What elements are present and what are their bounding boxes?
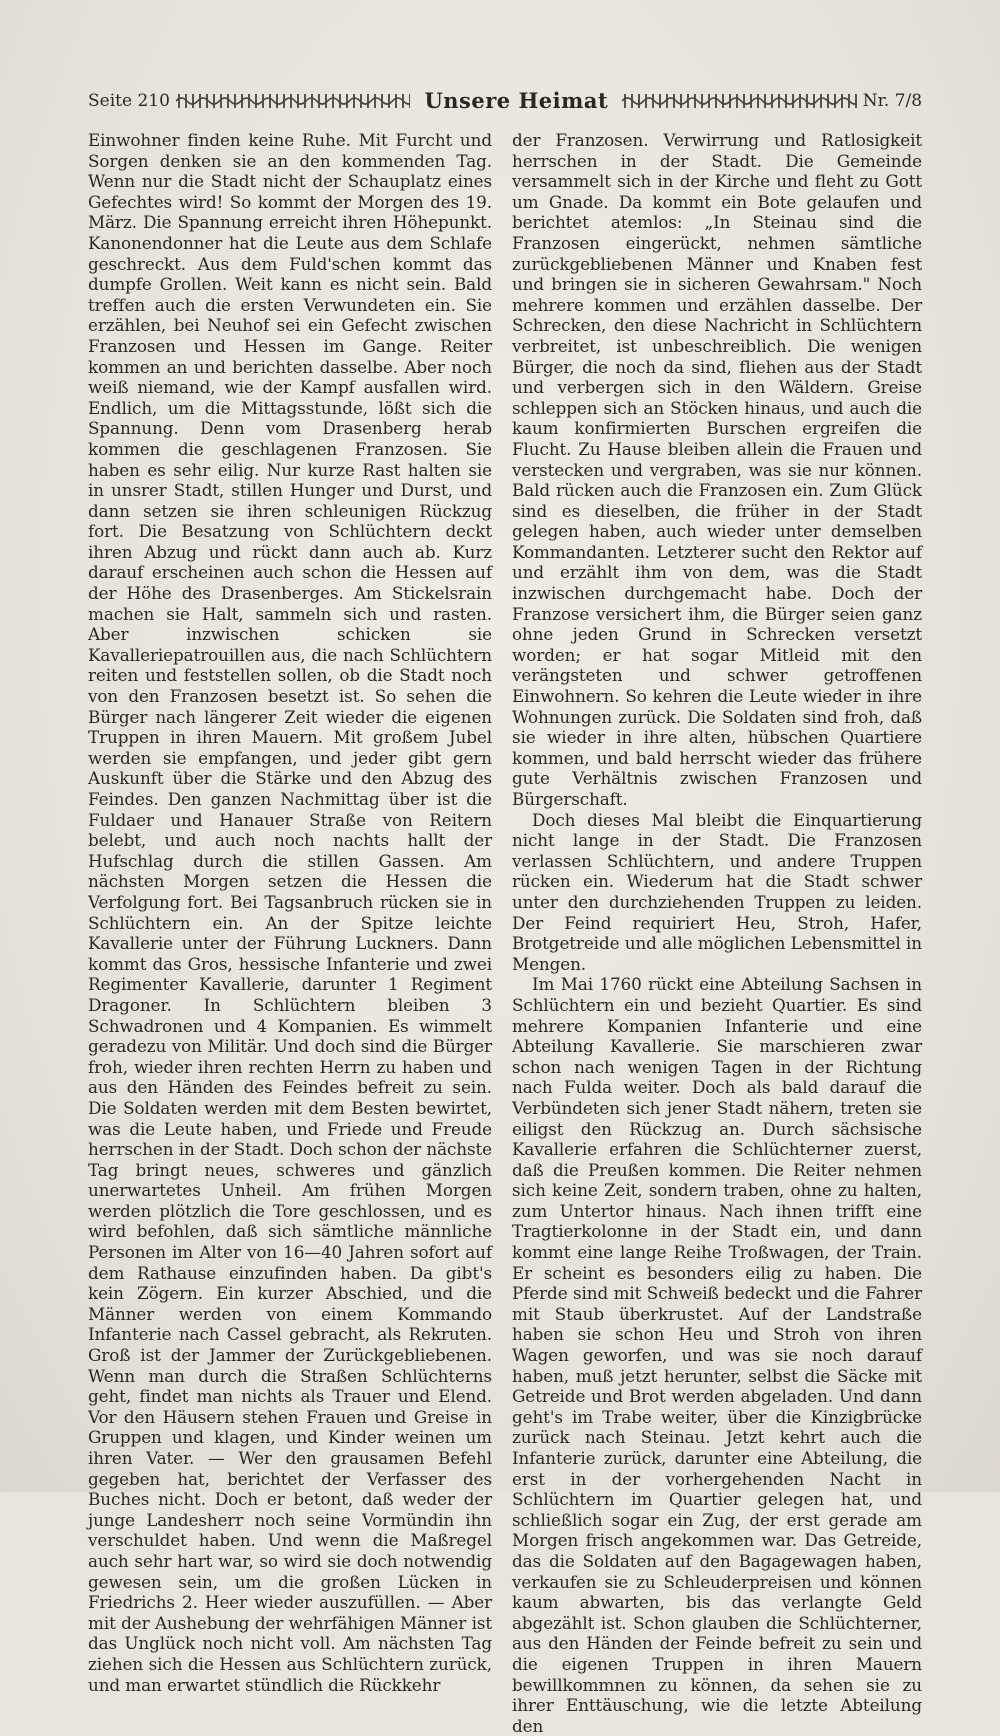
ornament-wave-icon — [176, 94, 411, 108]
text-column-left — [88, 130, 492, 1695]
ornament-wave-icon — [622, 94, 857, 108]
ornament-rule-left — [176, 94, 411, 108]
paragraph: Einwohner finden keine Ruhe. Mit Furcht und Sorgen denken sie an den kommenden Tag. Wenn nur die Stadt nicht der Schauplatz eines Gefechtes wird! So kommt der Morgen des 19. März. Die Spannung erreicht ihren Höhepunkt. Kanonendonner hat die Leute aus dem Schlafe geschreckt. Aus dem Fuld'schen kommt das dumpfe Grollen. Weit kann es nicht sein. Bald treffen auch die ersten Verwundeten ein. Sie erzählen, bei Neuhof sei ein Gefecht zwischen Franzosen und Hessen im Gange. Reiter kommen an und berichten dasselbe. Aber noch weiß niemand, wie der Kampf ausfallen wird. Endlich, um die Mittagsstunde, lößt sich die Spannung. Denn vom Drasenberg herab kommen die geschlagenen Franzosen. Sie haben es sehr eilig. Nur kurze Rast halten sie in unsrer Stadt, stillen Hunger und Durst, und dann setzen sie ihren schleunigen Rückzug fort. Die Besatzung von Schlüchtern deckt ihren Abzug und rückt dann auch ab. Kurz darauf erscheinen auch schon die Hessen auf der Höhe des Drasenberges. Am Stickelsrain machen sie Halt, sammeln sich und rasten. Aber inzwischen schicken sie Kavalleriepatrouillen aus, die nach Schlüchtern reiten und feststellen sollen, ob die Stadt noch von den Franzosen besetzt ist. So sehen die Bürger nach längerer Zeit wieder die eigenen Truppen in ihren Mauern. Mit großem Jubel werden sie empfangen, und jeder gibt gern Auskunft über die Stärke und den Abzug des Feindes. Den ganzen Nachmittag über ist die Fuldaer und Hanauer Straße von Reitern belebt, und auch noch nachts hallt der Hufschlag durch die stillen Gassen. Am nächsten Morgen setzen die Hessen die Verfolgung fort. Bei Tagsanbruch rücken sie in Schlüchtern ein. An der Spitze leichte Kavallerie unter der Führung Luckners. Dann kommt das Gros, hessische Infanterie und zwei Regimenter Kavallerie, darunter 1 Regiment Dragoner. In Schlüchtern bleiben 3 Schwadronen und 4 Kompanien. Es wimmelt geradezu von Militär. Und doch sind die Bürger froh, wieder ihren rechten Herrn zu haben und aus den Händen des Feindes befreit zu sein. Die Soldaten werden mit dem Besten bewirtet, was die Leute haben, und Friede und Freude herrschen in der Stadt. Doch schon der nächste Tag bringt neues, schweres und gänzlich unerwartetes Unheil. Am frühen Morgen werden plötzlich die Tore geschlossen, und es wird befohlen, daß sich sämtliche männliche Personen im Alter von 16—40 Jahren sofort auf dem Rathause einzufinden haben. Da gibt's kein Zögern. Ein kurzer Abschied, und die Männer werden von einem Kommando Infanterie nach Cassel gebracht, als Rekruten. Groß ist der Jammer der Zurückgebliebenen. Wenn man durch die Straßen Schlüchterns geht, findet man nichts als Trauer und Elend. Vor den Häusern stehen Frauen und Greise in Gruppen und klagen, und Kinder weinen um ihren Vater. — Wer den grausamen Befehl gegeben hat, berichtet der Verfasser des Buches nicht. Doch er betont, daß weder der junge Landesherr noch seine Vormündin ihn verschuldet haben. Und wenn die Maßregel auch sehr hart war, so wird sie doch notwendig gewesen sein, um die großen Lücken in Friedrichs 2. Heer wieder auszufüllen. — Aber mit der Aushebung der wehrfähigen Männer ist das Unglück noch nicht voll. Am nächsten Tag ziehen sich die Hessen aus Schlüchtern zurück, und man erwartet stündlich die Rückkehr — [88, 130, 492, 1695]
paragraph: der Franzosen. Verwirrung und Ratlosigkeit herrschen in der Stadt. Die Gemeinde versammelt sich in der Kirche und fleht zu Gott um Gnade. Da kommt ein Bote gelaufen und berichtet atemlos: „In Steinau sind die Franzosen eingerückt, nehmen sämtliche zurückgebliebenen Männer und Knaben fest und bringen sie in sicheren Gewahrsam." Noch mehrere kommen und erzählen dasselbe. Der Schrecken, den diese Nachricht in Schlüchtern verbreitet, ist unbeschreiblich. Die wenigen Bürger, die noch da sind, fliehen aus der Stadt und verbergen sich in den Wäldern. Greise schleppen sich an Stöcken hinaus, und auch die kaum konfirmierten Burschen ergreifen die Flucht. Zu Hause bleiben allein die Frauen und verstecken und vergraben, was sie nur können. Bald rücken auch die Franzosen ein. Zum Glück sind es dieselben, die früher in der Stadt gelegen haben, auch wieder unter demselben Kommandanten. Letzterer sucht den Rektor auf und erzählt ihm von dem, was die Stadt inzwischen durchgemacht habe. Doch der Franzose versichert ihm, die Bürger seien ganz ohne jeden Grund in Schrecken versetzt worden; er hat sogar Mitleid mit den verängsteten und schwer getroffenen Einwohnern. So kehren die Leute wieder in ihre Wohnungen zurück. Die Soldaten sind froh, daß sie wieder in ihre alten, hübschen Quartiere kommen, und bald herrscht wieder das frühere gute Verhältnis zwischen Franzosen und Bürgerschaft. — [512, 130, 922, 809]
issue-number: Nr. 7/8 — [862, 91, 923, 111]
ornament-rule-right — [622, 94, 857, 108]
paragraph: Doch dieses Mal bleibt die Einquartierung nicht lange in der Stadt. Die Franzosen verlassen Schlüchtern, und andere Truppen rücken ein. Wiederum hat die Stadt schwer unter den durchziehenden Truppen zu leiden. Der Feind requiriert Heu, Stroh, Hafer, Brotgetreide und alle möglichen Lebensmittel in Mengen. — [512, 809, 922, 974]
paragraph: Im Mai 1760 rückt eine Abteilung Sachsen in Schlüchtern ein und bezieht Quartier. Es sind mehrere Kompanien Infanterie und eine Abteilung Kavallerie. Sie marschieren zwar schon nach wenigen Tagen in der Richtung nach Fulda weiter. Doch als bald darauf die Verbündeten sich jener Stadt nähern, treten sie eiligst den Rückzug an. Durch sächsische Kavallerie erfahren die Schlüchterner zuerst, daß die Preußen kommen. Die Reiter nehmen sich keine Zeit, sondern traben, ohne zu halten, zum Untertor hinaus. Nach ihnen trifft eine Tragtierkolonne in der Stadt ein, und dann kommt eine lange Reihe Troßwagen, der Train. Er scheint es besonders eilig zu haben. Die Pferde sind mit Schweiß bedeckt und die Fahrer mit Staub überkrustet. Auf der Landstraße haben sie schon Heu und Stroh von ihren Wagen geworfen, und was sie noch darauf haben, muß jetzt herunter, selbst die Säcke mit Getreide und Brot werden abgeladen. Und dann geht's im Trabe weiter, über die Kinzigbrücke zurück nach Steinau. Jetzt kehrt auch die Infanterie zurück, darunter eine Abteilung, die erst in der vorhergehenden Nacht in Schlüchtern im Quartier gelegen hat, und schließlich sogar ein Zug, der erst gerade am Morgen frisch angekommen war. Das Getreide, das die Soldaten auf den Bagagewagen haben, verkaufen sie zu Schleuderpreisen und können kaum abwarten, bis das verlangte Geld abgezählt ist. Schon glauben die Schlüchterner, aus den Händen der Feinde befreit zu sein und die eigenen Truppen in ihren Mauern bewillkommnen zu können, da sehen sie zu ihrer Enttäuschung, wie die letzte Abteilung den — [512, 974, 922, 1736]
running-header — [88, 88, 922, 114]
journal-title: Unsere Heimat — [424, 88, 609, 113]
page-number: Seite 210 — [88, 91, 170, 111]
text-column-right — [512, 130, 922, 1736]
